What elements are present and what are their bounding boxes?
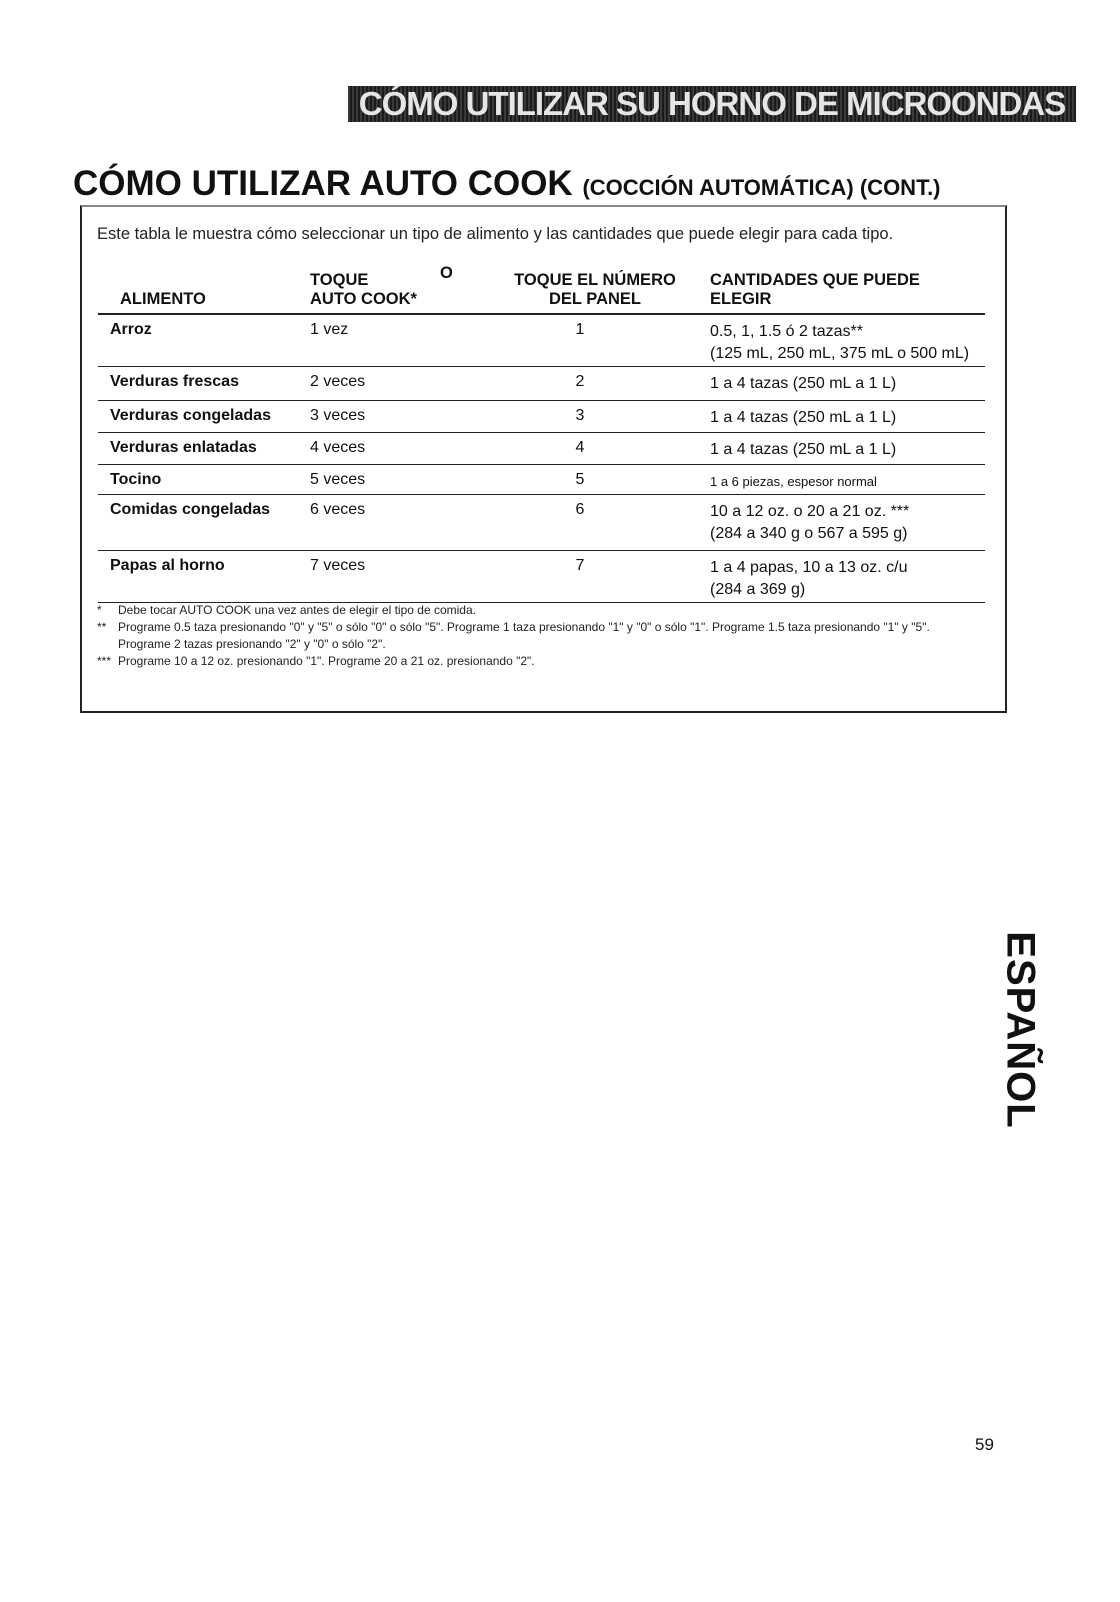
quantity-line1: 1 a 6 piezas, espesor normal	[710, 473, 877, 489]
cell-quantity	[710, 400, 985, 432]
footnote	[97, 653, 977, 670]
quantity-line2: (284 a 340 g o 567 a 595 g)	[710, 524, 908, 542]
cell-food: Verduras congeladas	[110, 406, 271, 424]
header-number-line1: TOQUE EL NÚMERO	[514, 271, 676, 289]
footnote	[97, 619, 977, 653]
quantity-line2: (125 mL, 250 mL, 375 mL o 500 mL)	[710, 345, 970, 362]
cell-quantity	[710, 314, 985, 366]
header-touch-auto-cook	[310, 256, 440, 314]
cell-number: 3	[575, 406, 585, 424]
footnote-text: Programe 0.5 taza presionando "0" y "5" o sólo "0" o sólo "5". Programe 1 taza presionando "1" y "0" o sólo "1". Programe 1.5 taza presionando "1" y "5". Programe 2 tazas presionando "2" y "0" o sólo "2".	[118, 620, 930, 651]
cell-or	[440, 366, 480, 400]
cell-touch: 5 veces	[310, 470, 366, 488]
footnote	[97, 602, 977, 619]
auto-cook-table	[98, 256, 985, 603]
cell-or	[440, 400, 480, 432]
header-touch-line1: TOQUE	[310, 271, 369, 289]
cell-touch: 3 veces	[310, 406, 366, 424]
cell-number: 5	[575, 470, 585, 488]
cell-or	[440, 314, 480, 366]
language-tab	[980, 920, 1060, 1140]
cell-number: 4	[575, 438, 585, 456]
table-row	[98, 432, 985, 464]
language-tab-label: ESPAÑOL	[998, 931, 1043, 1129]
quantity-line1: 0.5, 1, 1.5 ó 2 tazas**	[710, 323, 863, 340]
header-number-line2: DEL PANEL	[549, 290, 641, 308]
cell-quantity	[710, 464, 985, 494]
cell-food: Arroz	[110, 321, 152, 338]
quantity-line2: (284 a 369 g)	[710, 580, 806, 598]
intro-text: Este tabla le muestra cómo seleccionar un tipo de alimento y las cantidades que puede elegir para cada tipo.	[97, 225, 894, 243]
header-food: ALIMENTO	[98, 256, 310, 314]
cell-quantity	[710, 366, 985, 400]
header-touch-line2: AUTO COOK*	[310, 290, 417, 308]
page-title-main: CÓMO UTILIZAR AUTO COOK	[73, 164, 573, 203]
footnote-mark: *	[97, 603, 102, 617]
cell-or	[440, 464, 480, 494]
cell-or	[440, 494, 480, 550]
table-row	[98, 314, 985, 366]
cell-food: Tocino	[110, 470, 162, 488]
cell-food: Verduras enlatadas	[110, 438, 257, 456]
table-row	[98, 400, 985, 432]
table-row	[98, 494, 985, 550]
cell-food: Comidas congeladas	[110, 500, 271, 518]
cell-number: 6	[575, 500, 585, 518]
cell-quantity	[710, 432, 985, 464]
cell-touch: 7 veces	[310, 556, 366, 574]
cell-or	[440, 550, 480, 602]
cell-quantity	[710, 550, 985, 602]
header-touch-number	[480, 256, 710, 314]
cell-touch: 2 veces	[310, 372, 366, 390]
cell-food: Papas al horno	[110, 556, 225, 574]
cell-food: Verduras frescas	[110, 372, 239, 390]
table-header-row	[98, 256, 985, 314]
cell-touch: 4 veces	[310, 438, 366, 456]
cell-or	[440, 432, 480, 464]
table-row	[98, 550, 985, 602]
footnotes	[97, 602, 977, 670]
quantity-line1: 1 a 4 tazas (250 mL a 1 L)	[710, 408, 897, 426]
page-title-subtitle: (COCCIÓN AUTOMÁTICA) (CONT.)	[582, 175, 941, 200]
footnote-text: Programe 10 a 12 oz. presionando "1". Programe 20 a 21 oz. presionando "2".	[118, 654, 535, 668]
cell-number: 1	[575, 321, 585, 338]
footnote-mark: ***	[97, 654, 112, 668]
header-or-text: O	[440, 264, 453, 282]
header-or	[440, 256, 480, 314]
quantity-line1: 10 a 12 oz. o 20 a 21 oz. ***	[710, 502, 910, 520]
footnote-mark: **	[97, 620, 107, 634]
page-title	[73, 164, 941, 208]
footnote-text: Debe tocar AUTO COOK una vez antes de elegir el tipo de comida.	[118, 603, 476, 617]
cell-number: 2	[575, 372, 585, 390]
page-number: 59	[975, 1435, 994, 1454]
quantity-line1: 1 a 4 tazas (250 mL a 1 L)	[710, 374, 897, 392]
cell-touch: 6 veces	[310, 500, 366, 518]
quantity-line1: 1 a 4 papas, 10 a 13 oz. c/u	[710, 558, 908, 576]
cell-number: 7	[575, 556, 585, 574]
table-row	[98, 464, 985, 494]
quantity-line1: 1 a 4 tazas (250 mL a 1 L)	[710, 440, 897, 458]
cell-quantity	[710, 494, 985, 550]
section-banner: CÓMO UTILIZAR SU HORNO DE MICROONDAS	[348, 86, 1076, 122]
cell-touch: 1 vez	[310, 321, 349, 338]
table-row	[98, 366, 985, 400]
header-quantities: CANTIDADES QUE PUEDE ELEGIR	[710, 256, 985, 314]
